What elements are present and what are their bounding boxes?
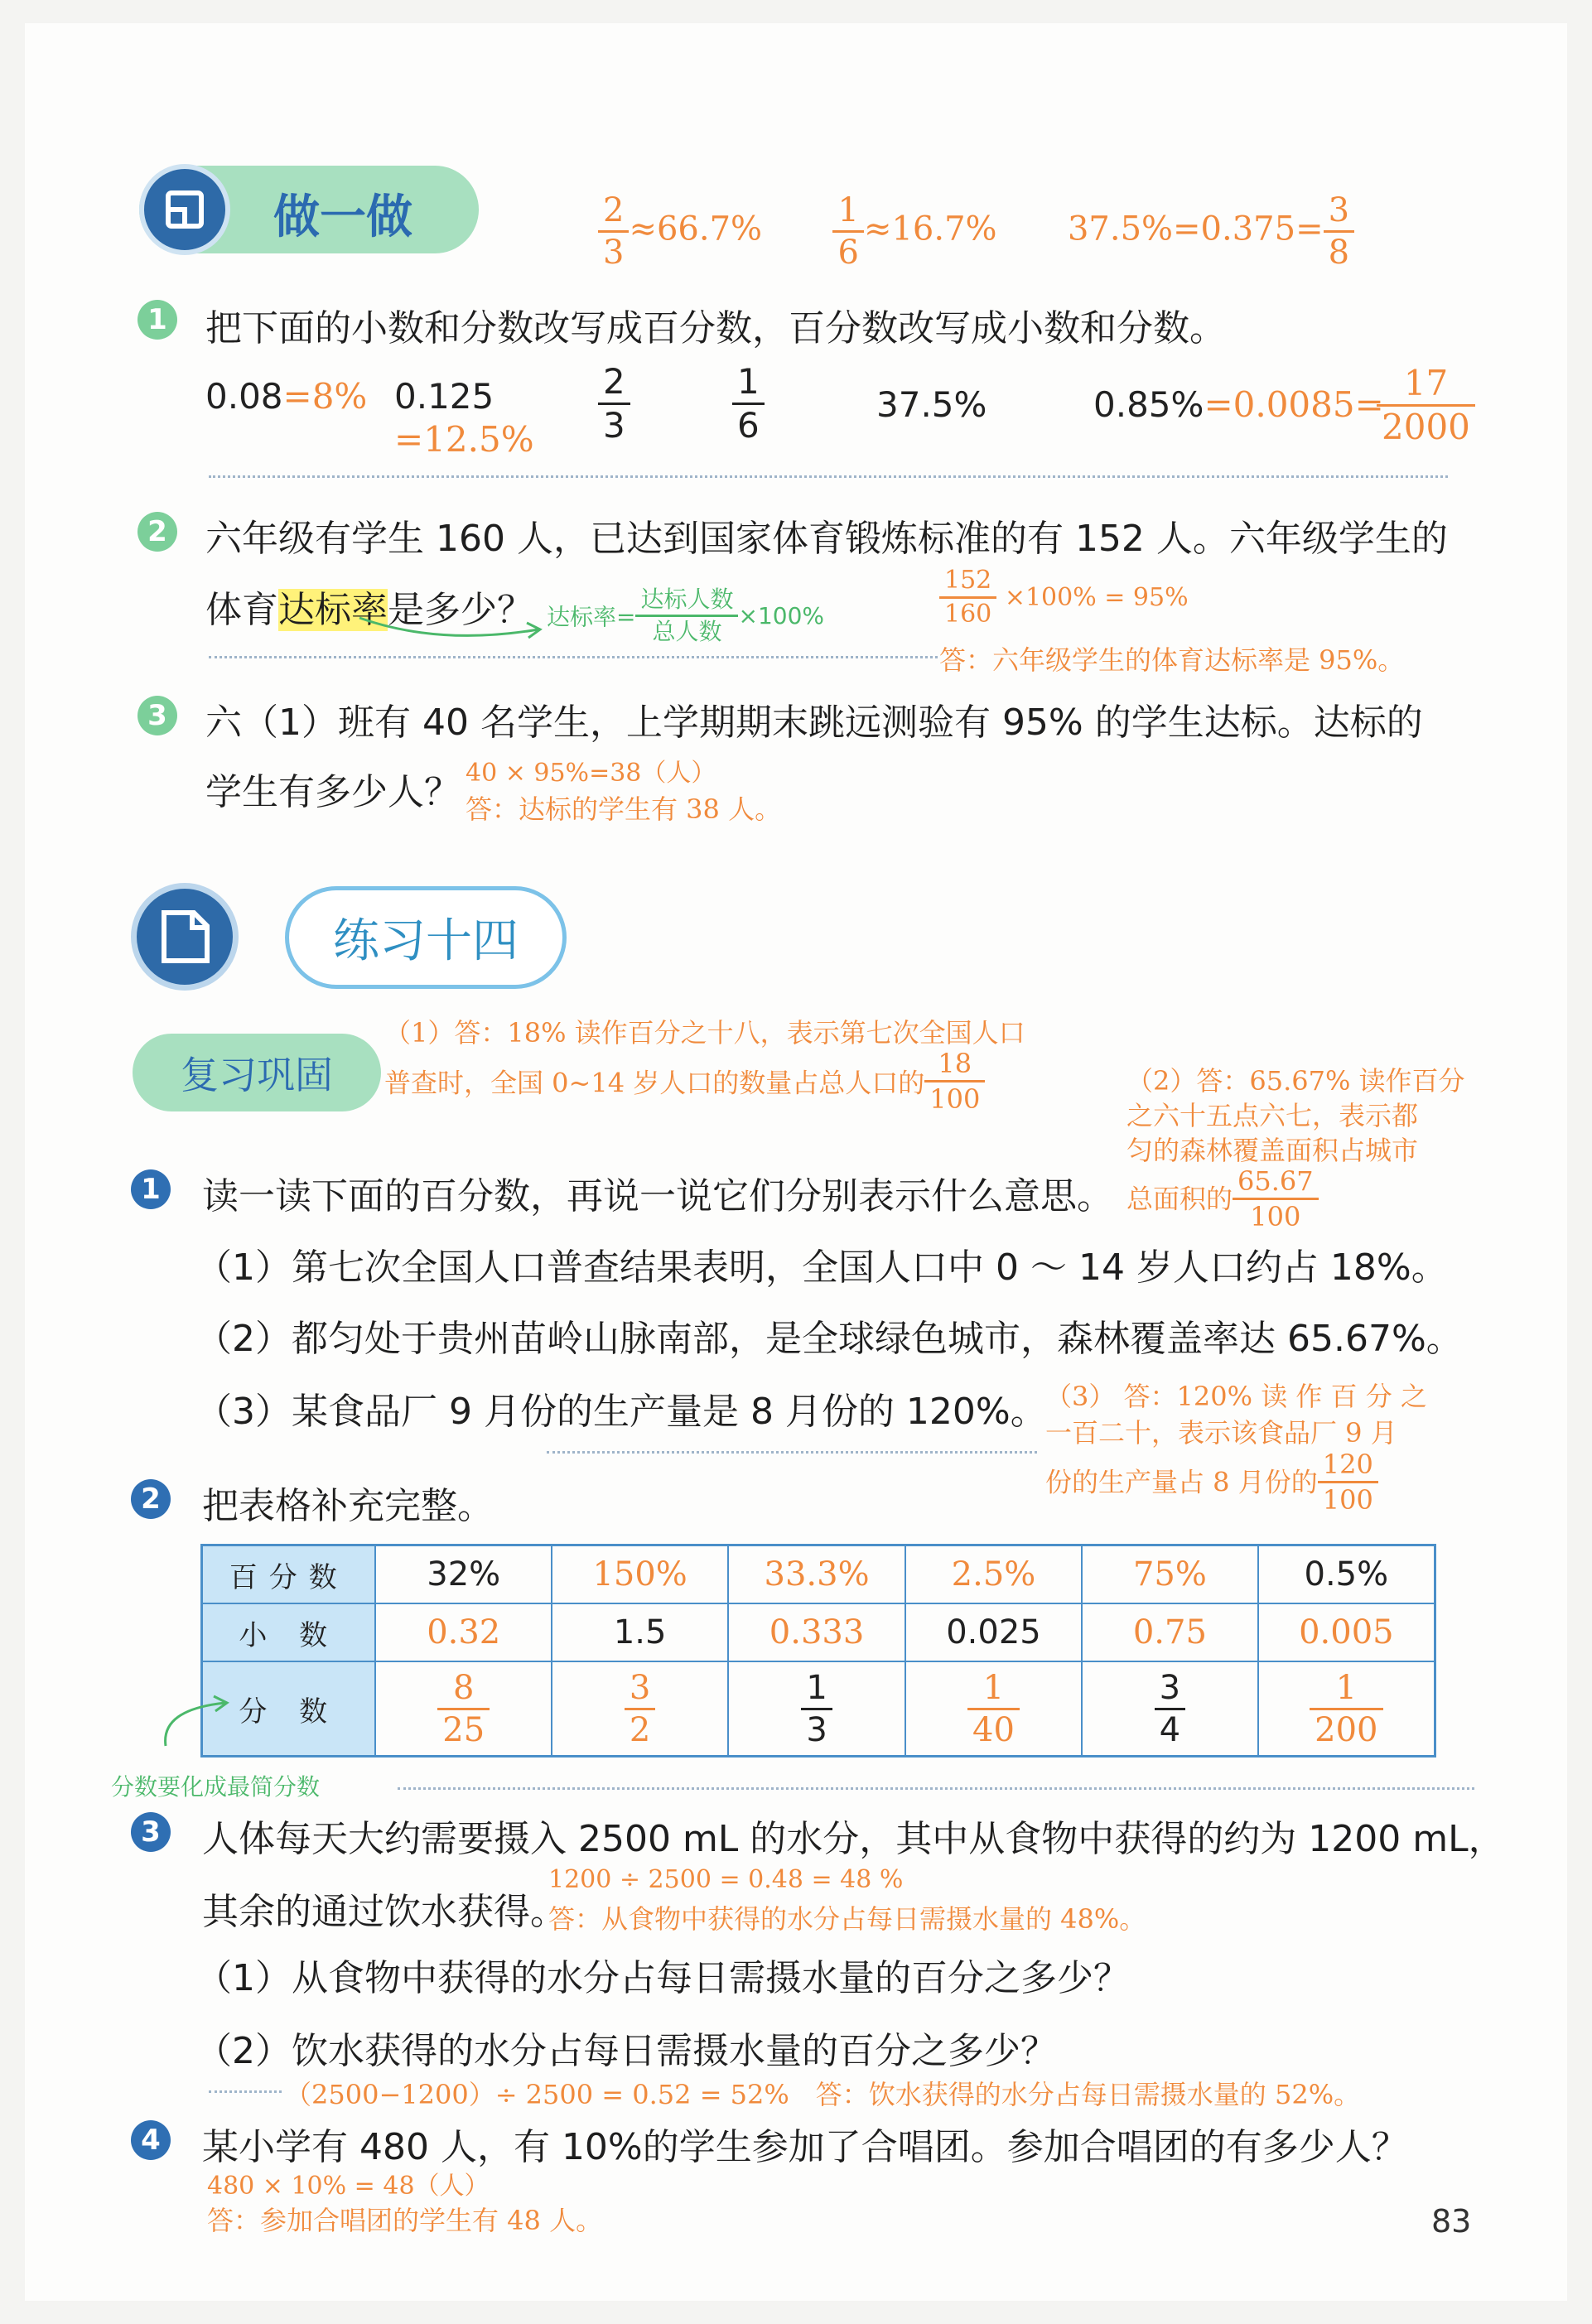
q3-line1: 六（1）班有 40 名学生，上学期期末跳远测验有 95% 的学生达标。达标的 — [205, 702, 1423, 744]
cell: 0.025 — [905, 1603, 1082, 1661]
table-note: 分数要化成最简分数 — [111, 1773, 321, 1801]
cell: 33.3% — [728, 1545, 905, 1604]
q1-items: 0.08=8% 0.125 =12.5% 2 3 1 6 37.5% 0.85%=0.0085= 17 2000 — [205, 364, 1498, 456]
e1-s3: （3）某食品厂 9 月份的生产量是 8 月份的 120%。 — [195, 1391, 1047, 1433]
row-header: 小 数 — [202, 1603, 376, 1661]
q2-arrow — [356, 613, 547, 646]
note-frac-2: $\frac{1}{6}$ — [832, 194, 863, 269]
cell: 0.5% — [1258, 1545, 1435, 1604]
q3-line2: 学生有多少人？ — [205, 771, 461, 813]
note-frac-3: $\frac{3}{8}$ — [1324, 194, 1354, 269]
table-row-fraction — [202, 1661, 1435, 1757]
q2-line2: 体育达标率是多少？ — [205, 589, 533, 631]
cell: $\frac{3}{4}$ — [1082, 1661, 1258, 1757]
cell: 75% — [1082, 1545, 1258, 1604]
q2-calc: $\frac{152}{160}$ ×100% = 95% — [939, 568, 1189, 627]
table-row-percent — [202, 1545, 1435, 1604]
q1-badge: 1 — [137, 300, 177, 340]
q2-answer: 答：六年级学生的体育达标率是 95%。 — [939, 644, 1405, 676]
e3-calc1: 1200 ÷ 2500 = 0.48 = 48 % — [548, 1865, 904, 1894]
q3-calc: 40 × 95%=38（人） — [466, 759, 716, 788]
e1-s2: （2）都匀处于贵州苗岭山脉南部，是全球绿色城市，森林覆盖率达 65.67%。 — [195, 1318, 1463, 1360]
e1-s1: （1）第七次全国人口普查结果表明，全国人口中 0 ～ 14 岁人口约占 18%。 — [195, 1246, 1448, 1289]
divider — [209, 475, 1448, 478]
cell: $\frac{1}{200}$ — [1258, 1661, 1435, 1757]
header-icon — [139, 164, 230, 255]
note1-line2: 普查时，全国 0~14 岁人口的数量占总人口的 $\frac{18}{100}$ — [384, 1050, 985, 1112]
note-frac-1: $\frac{2}{3}$ — [598, 194, 629, 269]
table-note-arrow — [152, 1693, 235, 1751]
e1-badge: 1 — [131, 1169, 171, 1209]
section-title: 练习十四 — [285, 886, 567, 989]
cell: $\frac{3}{2}$ — [552, 1661, 728, 1757]
e4-calc: 480 × 10% = 48（人） — [207, 2172, 490, 2201]
table-row-decimal — [202, 1603, 1435, 1661]
divider — [398, 1787, 1474, 1790]
cell: $\frac{8}{25}$ — [375, 1661, 552, 1757]
note1-line1: （1）答：18% 读作百分之十八，表示第七次全国人口 — [384, 1017, 1025, 1049]
cell: $\frac{1}{3}$ — [728, 1661, 905, 1757]
cell: $\frac{1}{40}$ — [905, 1661, 1082, 1757]
e3-s2: （2）饮水获得的水分占每日需摄水量的百分之多少？ — [195, 2030, 1057, 2072]
divider — [547, 1451, 1037, 1454]
cell: 150% — [552, 1545, 728, 1604]
cell: 2.5% — [905, 1545, 1082, 1604]
percent-table — [200, 1544, 1436, 1757]
q2-badge: 2 — [137, 512, 177, 552]
cell: 32% — [375, 1545, 552, 1604]
e4-badge: 4 — [131, 2120, 171, 2160]
cell: 0.333 — [728, 1603, 905, 1661]
header-title: 做一做 — [273, 190, 412, 244]
q3-answer: 答：达标的学生有 38 人。 — [466, 793, 782, 825]
page-number: 83 — [1431, 2203, 1472, 2240]
section-icon — [131, 883, 239, 991]
e3-ans1: 答：从食物中获得的水分占每日需摄水量的 48%。 — [548, 1903, 1146, 1935]
q3-badge: 3 — [137, 696, 177, 735]
cell: 1.5 — [552, 1603, 728, 1661]
e3-calc2: （2500−1200）÷ 2500 = 0.52 = 52% 答：饮水获得的水分占每日需摄水量的 52%。 — [285, 2079, 1361, 2110]
note3: （3） 答：120% 读 作 百 分 之 一百二十，表示该食品厂 9 月 份的生产量占 8 月份的 $\frac{120}{100}$ — [1045, 1381, 1427, 1516]
cell: 0.75 — [1082, 1603, 1258, 1661]
e2-badge: 2 — [131, 1479, 171, 1519]
header-note: $\frac{2}{3}$ ≈66.7% $\frac{1}{6}$ ≈16.7% 37.5%=0.375= $\frac{3}{8}$ — [598, 194, 1354, 269]
e3-s1: （1）从食物中获得的水分占每日需摄水量的百分之多少？ — [195, 1957, 1130, 1999]
review-pill: 复习巩固 — [133, 1034, 381, 1111]
q1-text: 把下面的小数和分数改写成百分数，百分数改写成小数和分数。 — [205, 307, 1226, 350]
q2-formula: 达标率= $\frac{\text{达标人数}}{\text{总人数}}$ ×100% — [547, 586, 824, 645]
e3-line1: 人体每天大约需要摄入 2500 mL 的水分，其中从食物中获得的约为 1200 mL， — [202, 1818, 1505, 1860]
e3-badge: 3 — [131, 1812, 171, 1852]
row-header: 分 数 — [202, 1661, 376, 1757]
divider — [209, 2090, 282, 2093]
e3-line2: 其余的通过饮水获得。 — [202, 1891, 567, 1933]
cell: 0.32 — [375, 1603, 552, 1661]
divider — [209, 656, 938, 658]
e2-text: 把表格补充完整。 — [202, 1485, 494, 1527]
row-header: 百分数 — [202, 1545, 376, 1604]
e4-text: 某小学有 480 人，有 10%的学生参加了合唱团。参加合唱团的有多少人？ — [202, 2126, 1408, 2168]
cell: 0.005 — [1258, 1603, 1435, 1661]
highlight: 达标率 — [278, 589, 388, 631]
note2: （2）答：65.67% 读作百分 之六十五点六七，表示都 匀的森林覆盖面积占城市 总面积的 $\frac{65.67}{100}$ — [1126, 1065, 1465, 1232]
e4-answer: 答：参加合唱团的学生有 48 人。 — [207, 2205, 603, 2236]
q2-line1: 六年级有学生 160 人，已达到国家体育锻炼标准的有 152 人。六年级学生的 — [205, 518, 1448, 560]
e1-text: 读一读下面的百分数，再说一说它们分别表示什么意思。 — [202, 1175, 1113, 1217]
